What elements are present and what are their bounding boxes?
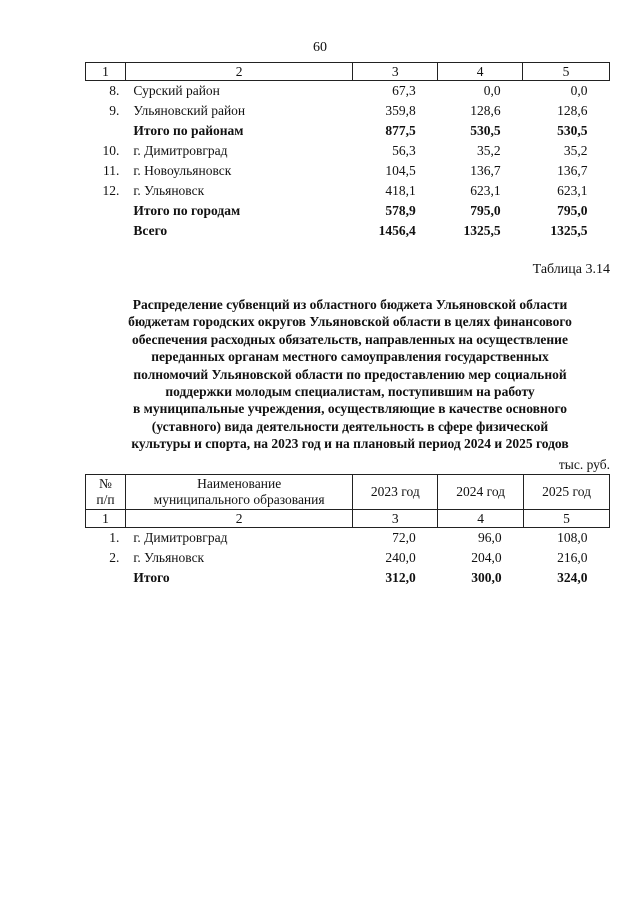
heading-line: культуры и спорта, на 2023 год и на плановый период 2024 и 2025 годов [131, 436, 569, 452]
table-row [86, 121, 610, 141]
table-row [86, 141, 610, 161]
table-row [86, 161, 610, 181]
column-index-cell: 2 [125, 63, 352, 81]
row-value: 136,7 [557, 163, 588, 178]
column-index-cell: 1 [86, 63, 126, 81]
row-value: 0,0 [570, 83, 588, 98]
column-index-cell: 5 [523, 63, 610, 81]
table-row [86, 101, 610, 121]
row-number: 9. [109, 103, 120, 118]
row-value: 67,3 [392, 83, 416, 98]
table-row [86, 181, 610, 201]
table-row [86, 201, 610, 221]
row-value: 359,8 [385, 103, 416, 118]
row-value: 56,3 [392, 143, 416, 158]
header-name [125, 475, 352, 510]
row-name: Итого [133, 570, 170, 585]
row-number: 2. [109, 550, 120, 565]
heading-line: в муниципальные учреждения, осуществляющие в качестве основного [133, 401, 567, 417]
table-row [86, 568, 610, 588]
table-heading [90, 296, 610, 453]
row-number: 10. [102, 143, 120, 158]
subvention-distribution-table [85, 474, 610, 588]
table-row [86, 548, 610, 568]
heading-line: Распределение субвенций из областного бюджета Ульяновской области [132, 297, 568, 312]
column-index-cell: 3 [353, 510, 438, 528]
row-value: 108,0 [557, 530, 588, 545]
row-name: г. Ульяновск [133, 183, 205, 198]
column-index-cell: 3 [353, 63, 438, 81]
header-number [86, 475, 126, 510]
header-year-2024: 2024 год [438, 475, 524, 510]
column-index-cell: 2 [125, 510, 352, 528]
row-number [86, 201, 126, 221]
column-index-row [86, 63, 610, 81]
row-value: 128,6 [557, 103, 588, 118]
row-value: 204,0 [471, 550, 502, 565]
units-label: тыс. руб. [558, 457, 610, 472]
heading-line: обеспечения расходных обязательств, направленных на осуществление [132, 331, 568, 347]
row-number: 11. [103, 163, 120, 178]
row-number [86, 221, 126, 241]
table-row [86, 528, 610, 549]
row-value: 623,1 [557, 183, 588, 198]
column-index-cell: 1 [86, 510, 126, 528]
row-value: 128,6 [470, 103, 501, 118]
header-number-line1: № [99, 476, 112, 491]
row-value: 72,0 [392, 530, 416, 545]
row-value: 530,5 [470, 123, 501, 138]
row-value: 35,2 [563, 143, 588, 158]
row-number: 1. [109, 530, 120, 545]
row-name: г. Новоульяновск [133, 163, 232, 178]
row-value: 96,0 [477, 530, 502, 545]
column-index-row [86, 510, 610, 528]
header-name-line2: муниципального образования [153, 492, 325, 507]
heading-line: поддержки молодым специалистам, поступившим на работу [165, 384, 535, 400]
column-index-cell: 5 [524, 510, 610, 528]
row-number [86, 568, 126, 588]
row-value: 795,0 [470, 203, 501, 218]
row-value: 0,0 [483, 83, 501, 98]
row-number: 12. [102, 183, 120, 198]
row-value: 1456,4 [378, 223, 416, 238]
header-number-line2: п/п [96, 492, 115, 507]
row-value: 578,9 [385, 203, 416, 218]
row-value: 795,0 [557, 203, 588, 218]
row-value: 1325,5 [463, 223, 501, 238]
heading-line: полномочий Ульяновской области по предоставлению мер социальной [133, 366, 567, 382]
subsidy-table-continuation [85, 62, 610, 241]
row-value: 530,5 [557, 123, 588, 138]
row-value: 418,1 [385, 183, 416, 198]
row-name: Сурский район [133, 83, 220, 98]
table-header-row [86, 475, 610, 510]
row-value: 1325,5 [550, 223, 588, 238]
row-name: г. Димитровград [133, 530, 228, 545]
row-name: г. Ульяновск [133, 550, 205, 565]
row-value: 877,5 [385, 123, 416, 138]
row-value: 216,0 [557, 550, 588, 565]
row-value: 104,5 [385, 163, 416, 178]
row-name: Всего [133, 223, 168, 238]
row-value: 136,7 [470, 163, 501, 178]
page-number: 60 [313, 40, 327, 55]
heading-line: бюджетам городских округов Ульяновской области в целях финансового [128, 314, 572, 330]
row-name: Ульяновский район [133, 103, 246, 118]
row-number: 8. [109, 83, 120, 98]
heading-line: (уставного) вида деятельности деятельность в сфере физической [151, 418, 549, 434]
row-value: 35,2 [476, 143, 501, 158]
table-row [86, 81, 610, 102]
header-year-2023: 2023 год [353, 475, 438, 510]
row-name: Итого по районам [133, 123, 244, 138]
row-name: г. Димитровград [133, 143, 228, 158]
row-name: Итого по городам [133, 203, 241, 218]
header-name-line1: Наименование [197, 476, 282, 491]
row-value: 324,0 [557, 570, 588, 585]
column-index-cell: 4 [438, 63, 523, 81]
column-index-cell: 4 [438, 510, 524, 528]
row-value: 300,0 [471, 570, 502, 585]
row-value: 240,0 [385, 550, 416, 565]
row-number [86, 121, 126, 141]
row-value: 312,0 [385, 570, 416, 585]
header-year-2025: 2025 год [524, 475, 610, 510]
table-row [86, 221, 610, 241]
table-label: Таблица 3.14 [532, 262, 610, 277]
row-value: 623,1 [470, 183, 501, 198]
heading-line: переданных органам местного самоуправления государственных [151, 349, 549, 365]
